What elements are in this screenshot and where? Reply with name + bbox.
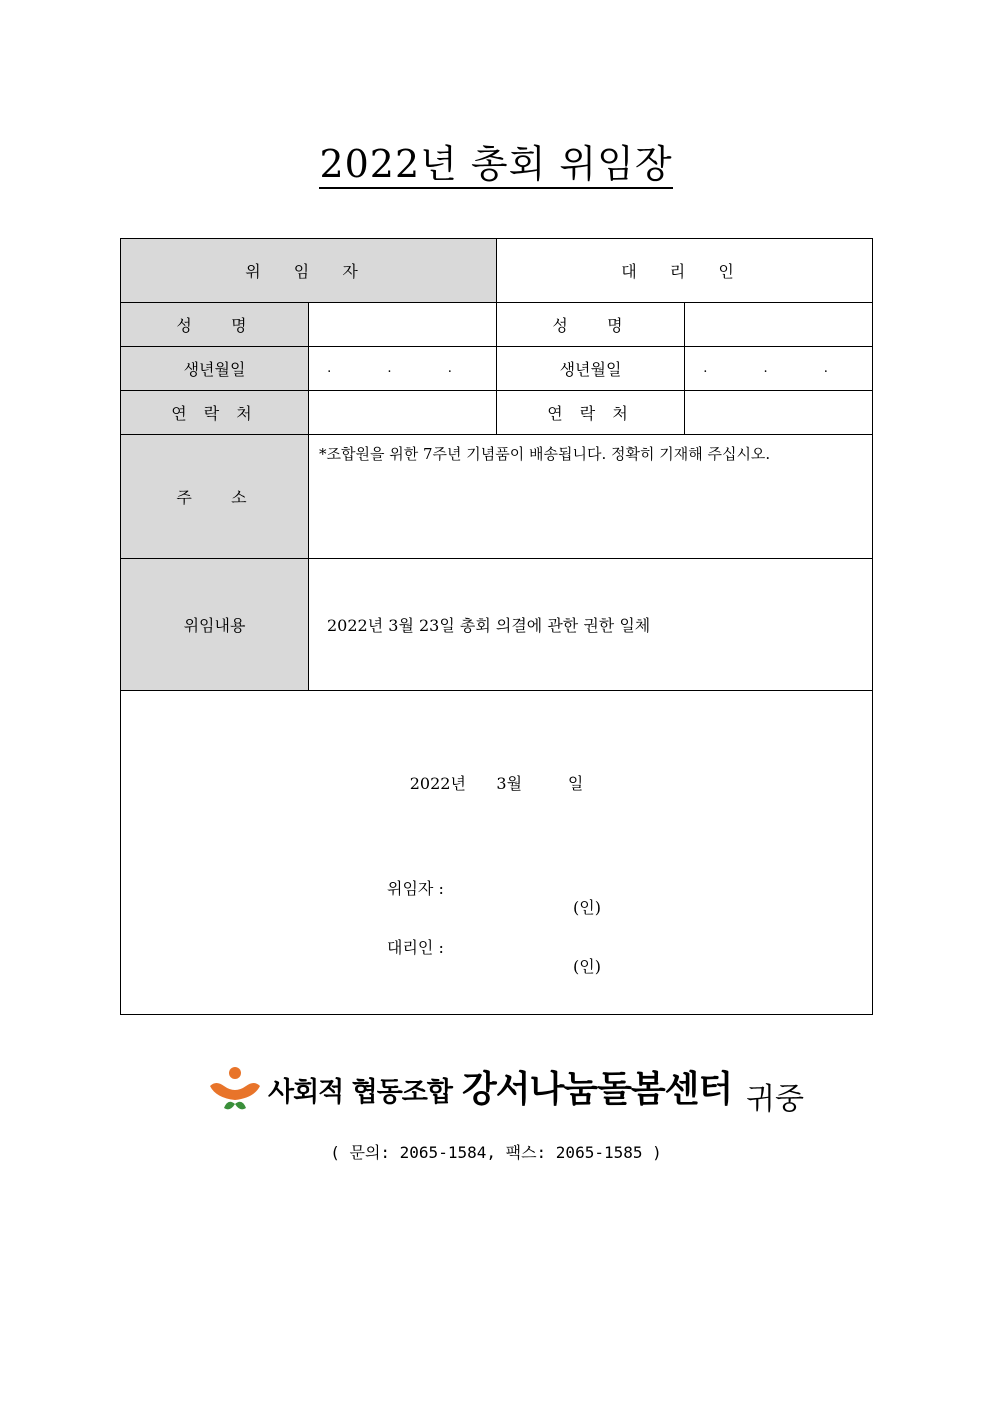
birth-row bbox=[121, 347, 873, 391]
date-month: 3월 bbox=[496, 774, 523, 793]
logo-head-icon bbox=[229, 1067, 241, 1079]
proxy-name-label: 성 명 bbox=[497, 303, 685, 347]
name-row bbox=[121, 303, 873, 347]
delegation-row bbox=[121, 559, 873, 691]
address-label: 주 소 bbox=[121, 435, 309, 559]
proxy-contact-label: 연 락 처 bbox=[497, 391, 685, 435]
proxy-header-text: 대 리 인 bbox=[621, 262, 748, 281]
signature-row bbox=[121, 691, 873, 1015]
date-year: 2022년 bbox=[409, 774, 466, 793]
document-title bbox=[0, 138, 992, 190]
organization-name bbox=[268, 1066, 732, 1117]
delegator-name-field[interactable] bbox=[309, 303, 497, 347]
proxy-birth-label: 생년월일 bbox=[497, 347, 685, 391]
organization-logo-icon bbox=[206, 1064, 264, 1114]
address-note: *조합원을 위한 7주년 기념품이 배송됩니다. 정확히 기재해 주십시오. bbox=[319, 445, 771, 463]
proxy-seal[interactable]: (인) bbox=[573, 957, 601, 976]
logo-leaf-right-icon bbox=[235, 1102, 246, 1110]
logo-leaf-left-icon bbox=[224, 1102, 235, 1110]
delegation-label: 위임내용 bbox=[121, 559, 309, 691]
delegation-form-table bbox=[120, 238, 873, 1015]
delegator-header-text: 위 임 자 bbox=[245, 262, 372, 281]
logo-arms-icon bbox=[210, 1083, 260, 1100]
delegator-seal[interactable]: (인) bbox=[573, 898, 601, 917]
signature-area bbox=[121, 691, 872, 1014]
proxy-signature-line bbox=[121, 916, 872, 992]
document-title-text: 2022년 총회 위임장 bbox=[319, 142, 672, 189]
address-row bbox=[121, 435, 873, 559]
delegator-header bbox=[121, 239, 497, 303]
contact-info: ( 문의: 2065-1584, 팩스: 2065-1585 ) bbox=[330, 1143, 662, 1162]
delegator-name-label: 성 명 bbox=[121, 303, 309, 347]
contact-row bbox=[121, 391, 873, 435]
regards-text: 귀중 bbox=[746, 1082, 804, 1117]
signature-date bbox=[121, 771, 872, 794]
proxy-name-field[interactable] bbox=[685, 303, 873, 347]
proxy-signature-label: 대리인 : bbox=[387, 938, 444, 957]
delegator-signature-label: 위임자 : bbox=[387, 879, 444, 898]
date-day: 일 bbox=[567, 774, 584, 793]
header-row bbox=[121, 239, 873, 303]
delegator-birth-field[interactable]: . . . bbox=[309, 347, 497, 391]
organization-prefix: 사회적 협동조합 bbox=[268, 1077, 452, 1108]
delegator-contact-label: 연 락 처 bbox=[121, 391, 309, 435]
proxy-header bbox=[497, 239, 873, 303]
organization-main-name: 강서나눔돌봄센터 bbox=[461, 1069, 733, 1110]
delegator-contact-field[interactable] bbox=[309, 391, 497, 435]
proxy-birth-field[interactable]: . . . bbox=[685, 347, 873, 391]
address-field[interactable] bbox=[309, 435, 873, 559]
signature-cell bbox=[121, 691, 873, 1015]
proxy-contact-field[interactable] bbox=[685, 391, 873, 435]
delegator-birth-label: 생년월일 bbox=[121, 347, 309, 391]
delegation-content: 2022년 3월 23일 총회 의결에 관한 권한 일체 bbox=[309, 559, 873, 691]
